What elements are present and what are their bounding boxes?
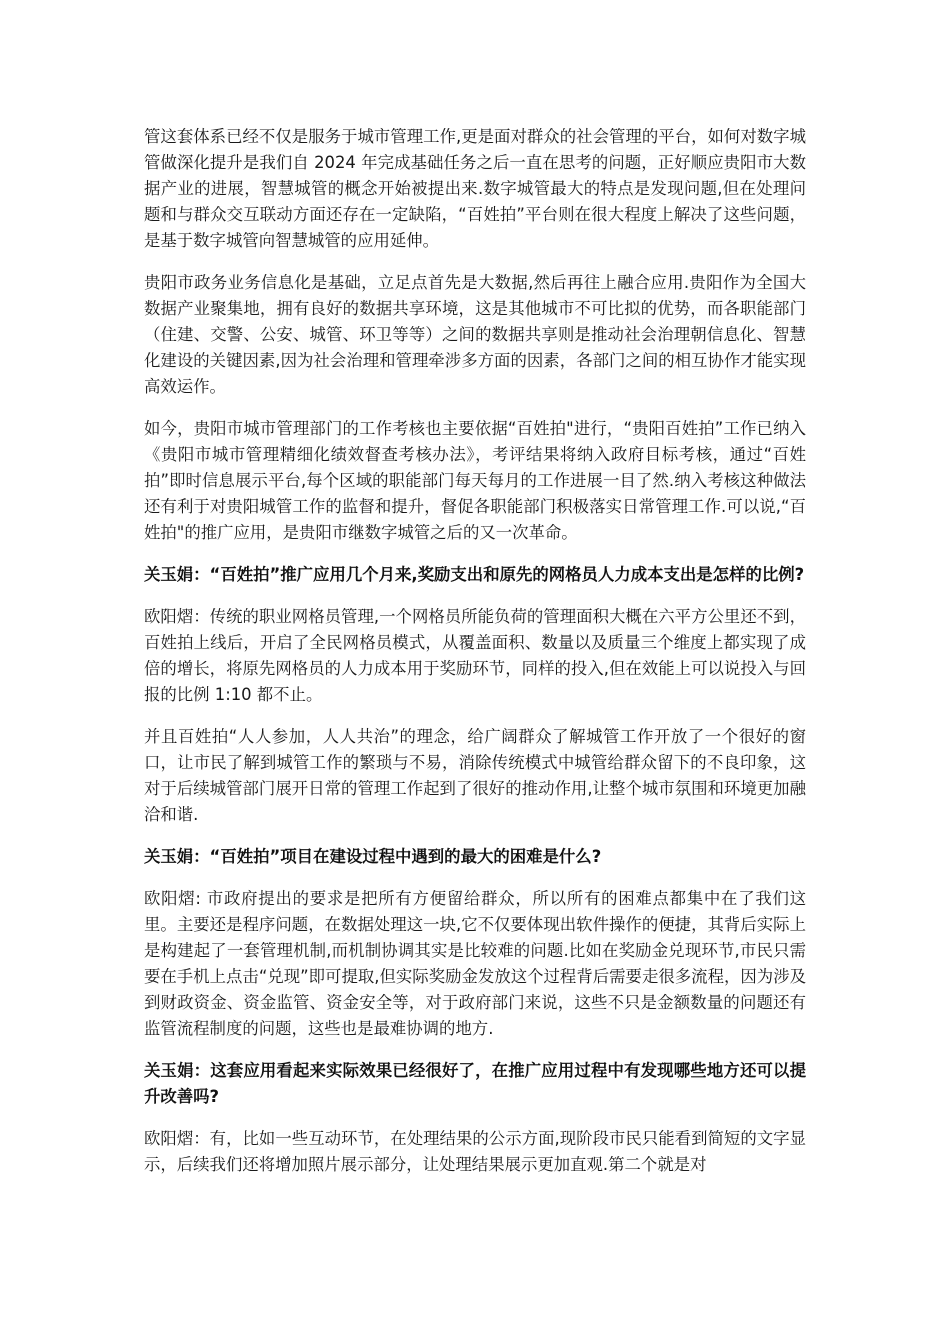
body-paragraph: 管这套体系已经不仅是服务于城市管理工作,更是面对群众的社会管理的平台，如何对数字城管做深化提升是我们自 2024 年完成基础任务之后一直在思考的问题，正好顺应贵阳市大数据产业的进展，智慧城管的概念开始被提出来.数字城管最大的特点是发现问题,但在处理问题和与群众交互联动方面还存在一定缺陷，“百姓拍”平台则在很大程度上解决了这些问题，是基于数字城管向智慧城管的应用延伸。	[144, 127, 806, 250]
interview-question: 关玉娟：这套应用看起来实际效果已经很好了，在推广应用过程中有发现哪些地方还可以提升改善吗?	[144, 1061, 806, 1106]
body-paragraph: 贵阳市政务业务信息化是基础，立足点首先是大数据,然后再往上融合应用.贵阳作为全国大数据产业聚集地，拥有良好的数据共享环境，这是其他城市不可比拟的优势，而各职能部门（住建、交警、公安、城管、环卫等等）之间的数据共享则是推动社会治理朝信息化、智慧化建设的关键因素,因为社会治理和管理牵涉多方面的因素，各部门之间的相互协作才能实现高效运作。	[144, 273, 806, 396]
body-paragraph: 欧阳熠：有，比如一些互动环节，在处理结果的公示方面,现阶段市民只能看到简短的文字显示，后续我们还将增加照片展示部分，让处理结果展示更加直观.第二个就是对	[144, 1129, 806, 1174]
body-paragraph: 欧阳熠: 市政府提出的要求是把所有方便留给群众，所以所有的困难点都集中在了我们这里。主要还是程序问题，在数据处理这一块,它不仅要体现出软件操作的便捷，其背后实际上是构建起了一套管理机制,而机制协调其实是比较难的问题.比如在奖励金兑现环节,市民只需要在手机上点击“兑现”即可提取,但实际奖励金发放这个过程背后需要走很多流程，因为涉及到财政资金、资金监管、资金安全等，对于政府部门来说，这些不只是金额数量的问题还有监管流程制度的问题，这些也是最难协调的地方.	[144, 889, 806, 1038]
body-paragraph: 并且百姓拍“人人参加，人人共治”的理念，给广阔群众了解城管工作开放了一个很好的窗口，让市民了解到城管工作的繁琐与不易，消除传统模式中城管给群众留下的不良印象，这对于后续城管部门展开日常的管理工作起到了很好的推动作用,让整个城市氛围和环境更加融洽和谐.	[144, 727, 806, 824]
interview-question: 关玉娟：“百姓拍”项目在建设过程中遇到的最大的困难是什么?	[144, 847, 602, 866]
body-paragraph: 欧阳熠：传统的职业网格员管理,一个网格员所能负荷的管理面积大概在六平方公里还不到，百姓拍上线后，开启了全民网格员模式，从覆盖面积、数量以及质量三个维度上都实现了成倍的增长，将原先网格员的人力成本用于奖励环节，同样的投入,但在效能上可以说投入与回报的比例 1:10 都不止。	[144, 607, 806, 704]
body-paragraph: 如今，贵阳市城市管理部门的工作考核也主要依据“百姓拍"进行，“贵阳百姓拍”工作已纳入《贵阳市城市管理精细化绩效督查考核办法》，考评结果将纳入政府目标考核，通过“百姓拍”即时信息展示平台,每个区域的职能部门每天每月的工作进展一目了然.纳入考核这种做法还有利于对贵阳城管工作的监督和提升，督促各职能部门积极落实日常管理工作.可以说,“百姓拍"的推广应用，是贵阳市继数字城管之后的又一次革命。	[144, 419, 806, 542]
document-page	[144, 124, 806, 1194]
interview-question: 关玉娟：“百姓拍”推广应用几个月来,奖励支出和原先的网格员人力成本支出是怎样的比例?	[144, 565, 805, 584]
